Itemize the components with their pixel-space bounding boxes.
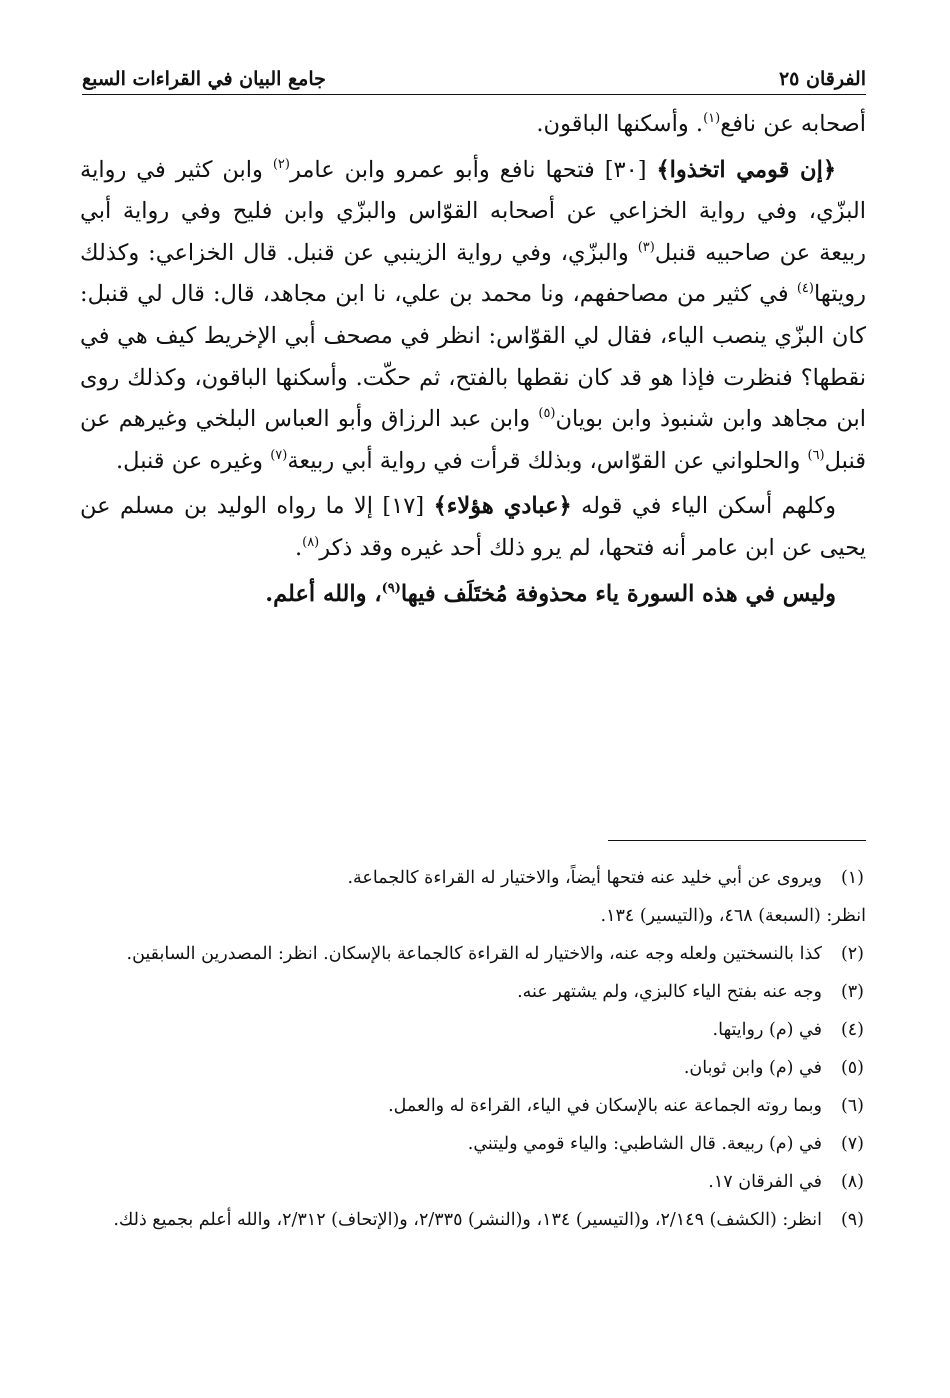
footnote-number: (٣)	[840, 982, 864, 1002]
text-span: وليس في هذه السورة ياء محذوفة مُختَلَف فيها	[400, 580, 836, 607]
footnote-number: (٧)	[840, 1134, 864, 1154]
footnote-ref-8[interactable]: (٨)	[302, 534, 320, 550]
text-span: والحلواني عن القوّاس، وبذلك قرأت في رواية أبي ربيعة	[287, 447, 808, 474]
footnote-text: وبما روته الجماعة عنه بالإسكان في الياء، القراءة له والعمل.	[388, 1096, 822, 1116]
footnote-text: في (م) روايتها.	[712, 1020, 822, 1040]
footnote-number: (٨)	[840, 1172, 864, 1192]
paragraph-3	[80, 486, 866, 569]
running-header	[82, 56, 866, 95]
quran-quote: ﴿عبادي هؤلاء﴾	[433, 493, 572, 520]
footnote-ref-4[interactable]: (٤)	[796, 281, 814, 297]
footnote-text: في (م) ربيعة. قال الشاطبي: والياء قومي وليتني.	[467, 1134, 822, 1154]
text-span: ، والله أعلم.	[265, 580, 382, 607]
footnote-text: وجه عنه بفتح الياء كالبزي، ولم يشتهر عنه.	[517, 982, 822, 1002]
text-span: وغيره عن قنبل.	[116, 447, 271, 474]
footnote-text: انظر: (الكشف) ٢/١٤٩، و(التيسير) ١٣٤، و(النشر) ٢/٣٣٥، و(الإتحاف) ٢/٣١٢، والله أعلم بجميع ذلك.	[113, 1210, 822, 1230]
footnote-4	[82, 1014, 866, 1046]
footnote-number: (٦)	[840, 1096, 864, 1116]
footnote-8	[82, 1166, 866, 1198]
footnote-text: في (م) وابن ثوبان.	[683, 1058, 822, 1078]
footnote-number: (٤)	[840, 1020, 864, 1040]
footnote-ref-7[interactable]: (٧)	[270, 447, 288, 463]
footnote-1-continued	[82, 900, 866, 932]
footnote-ref-3[interactable]: (٣)	[637, 239, 655, 255]
footnotes	[82, 862, 866, 1242]
text-span: .	[294, 534, 303, 561]
footnote-number: (٥)	[840, 1058, 864, 1078]
footnote-number: (١)	[840, 868, 864, 888]
footnote-7	[82, 1128, 866, 1160]
surah-page-number: الفرقان ٢٥	[778, 68, 866, 90]
text-span: والبزّي، وفي رواية الزينبي عن قنبل. قال الخزاعي: وكذلك رويتها	[80, 239, 866, 308]
main-text	[80, 104, 866, 615]
footnote-text: ويروى عن أبي خليد عنه فتحها أيضاً، والاختيار له القراءة كالجماعة.	[347, 868, 822, 888]
footnote-5	[82, 1052, 866, 1084]
footnote-ref-6[interactable]: (٦)	[807, 447, 825, 463]
footnote-ref-9[interactable]: (٩)	[381, 580, 401, 596]
footnote-1	[82, 862, 866, 894]
footnote-ref-5[interactable]: (٥)	[538, 406, 556, 422]
footnote-ref-1[interactable]: (١)	[703, 111, 721, 126]
text-span: وابن كثير في رواية البزّي، وفي رواية الخزاعي عن أصحابه القوّاس والبزّي وابن فليح وفي رواية أبي ربيعة عن صاحبيه قنبل	[80, 156, 866, 266]
footnote-number: (٩)	[840, 1210, 864, 1230]
footnote-separator	[608, 840, 866, 841]
text-span: . وأسكنها الباقون.	[536, 111, 704, 137]
text-span: وكلهم أسكن الياء في قوله	[571, 493, 836, 520]
footnote-ref-2[interactable]: (٢)	[272, 156, 290, 172]
paragraph-4	[80, 574, 866, 616]
text-span: وابن عبد الرزاق وأبو العباس البلخي وغيرهم عن قنبل	[80, 406, 866, 474]
paragraph-2	[80, 150, 866, 483]
footnote-6	[82, 1090, 866, 1122]
footnote-text: كذا بالنسختين ولعله وجه عنه، والاختيار له القراءة كالجماعة بالإسكان. انظر: المصدرين السابقين.	[126, 944, 822, 964]
footnote-text: انظر: (السبعة) ٤٦٨، و(التيسير) ١٣٤.	[600, 906, 866, 926]
footnote-3	[82, 976, 866, 1008]
text-span: أصحابه عن نافع	[720, 111, 866, 137]
quran-quote: ﴿إن قومي اتخذوا﴾	[656, 156, 836, 183]
text-span: في كثير من مصاحفهم، ونا محمد بن علي، نا ابن مجاهد، قال: قال لي قنبل: كان البزّي ينصب الياء، فقال لي القوّاس: انظر في مصحف أبي الإخريط كيف هي في نقطها؟ فنظرت فإذا هو قد كان نقطها بالفتح، ثم حكّت. وأسكنها الباقون، وكذلك روى ابن مجاهد وابن شنبوذ وابن بويان	[80, 281, 866, 433]
text-span: [٣٠] فتحها نافع وأبو عمرو وابن عامر	[289, 156, 657, 183]
book-title: جامع البيان في القراءات السبع	[82, 68, 326, 90]
footnote-2	[82, 938, 866, 970]
text-span: [١٧] إلا ما رواه الوليد بن مسلم عن يحيى عن ابن عامر أنه فتحها، لم يرو ذلك أحد غيره وقد ذكر	[80, 493, 866, 561]
footnote-text: في الفرقان ١٧.	[708, 1172, 822, 1192]
footnote-9	[82, 1204, 866, 1236]
paragraph-1	[80, 104, 866, 146]
footnote-number: (٢)	[840, 944, 864, 964]
